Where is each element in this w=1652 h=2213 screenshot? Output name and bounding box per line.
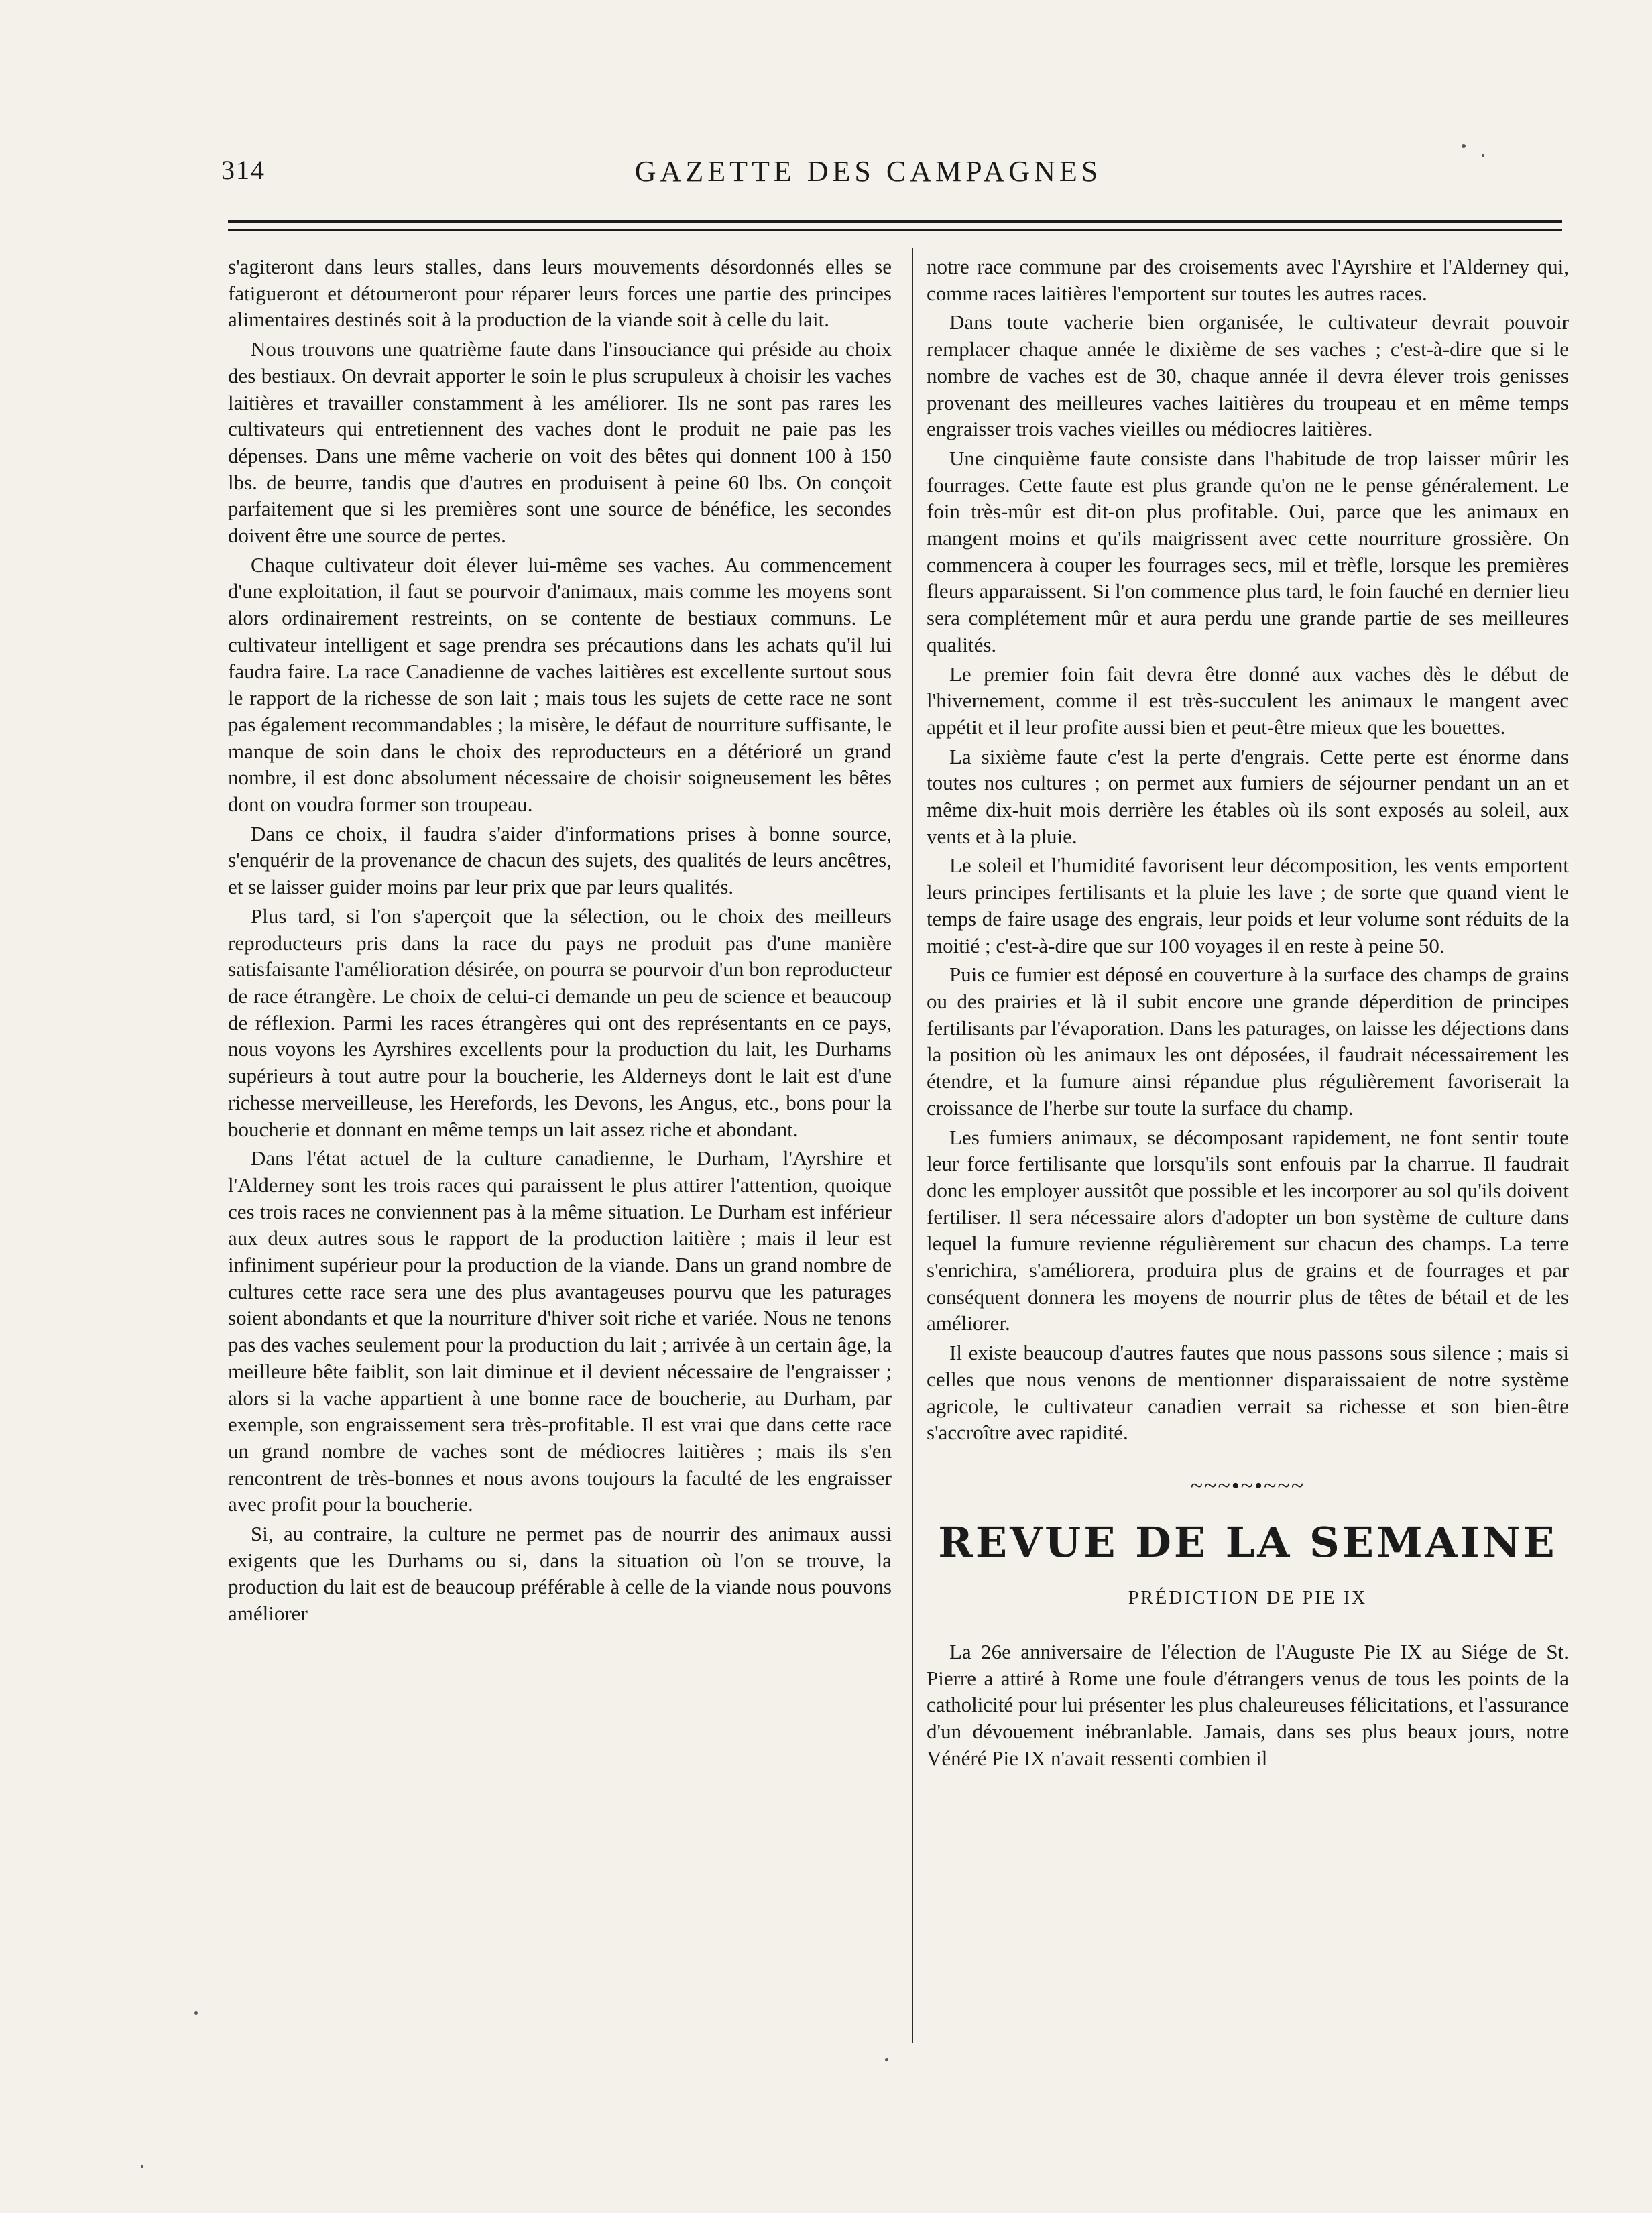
paragraph: Puis ce fumier est déposé en couverture à la surface des champs de grains ou des prairies et là il subit encore une grande déperdition de principes fertilisants par l'évaporation. Dans les paturages, on laisse les déjections dans la position où les animaux les ont déposées, il faudrait nécessairement les étendre, et la fumure ainsi répandue plus régulièrement favoriserait la croissance de l'herbe sur toute la surface du champ. [927,963,1569,1120]
paragraph: Chaque cultivateur doit élever lui-même ses vaches. Au commencement d'une exploitation, il faut se pourvoir d'animaux, mais comme les moyens sont alors ordinairement restreints, on se contente de bestiaux communs. Le cultivateur intelligent et sage prendra ses précautions dans les achats qu'il lui faudra faire. La race Canadienne de vaches laitières est excellente surtout sous le rapport de la richesse de son lait ; mais tous les sujets de cette race ne sont pas également recommandables ; la misère, le défaut de nourriture suffisante, le manque de soin dans le choix des reproducteurs en a détérioré un grand nombre, il est donc absolument nécessaire de choisir soigneusement les bêtes dont on voudra former son troupeau. [228,552,892,817]
section-subtitle: PRÉDICTION DE PIE IX [1128,1588,1368,1609]
scan-speck [194,2011,198,2015]
right-column [927,253,1569,1775]
paragraph: Dans ce choix, il faudra s'aider d'informations prises à bonne source, s'enquérir de la provenance de chacun des sujets, des qualités de leurs ancêtres, et se laisser guider moins par leur prix que par leurs qualités. [228,821,892,899]
paragraph: Dans l'état actuel de la culture canadienne, le Durham, l'Ayrshire et l'Alderney sont les trois races qui paraissent le plus attirer l'attention, quoique ces trois races ne conviennent pas à la même situation. Le Durham est inférieur aux deux autres sous le rapport de la production laitière ; mais il leur est infiniment supérieur pour la production de la viande. Dans un grand nombre de cultures cette race sera une des plus avantageuses pourvu que les paturages soient abondants et que la nourriture d'hiver soit riche et variée. Nous ne tenons pas des vaches seulement pour la production du lait ; arrivée à un certain âge, la meilleure bête faiblit, son lait diminue et il devient nécessaire de l'engraisser ; alors si la vache appartient à une bonne race de boucherie, au Durham, par exemple, son engraissement sera très-profitable. Il est vrai que dans cette race un grand nombre de vaches sont de médiocres laitières ; mais ils s'en rencontrent de très-bonnes et nous avons toujours la faculté de les engraisser avec profit pour la boucherie. [228,1146,892,1516]
paragraph: Dans toute vacherie bien organisée, le cultivateur devrait pouvoir remplacer chaque année le dixième de ses vaches ; c'est-à-dire que si le nombre de vaches est de 30, chaque année il devra élever trois genisses provenant des meilleures vaches laitières du troupeau et en même temps engraisser trois vaches vieilles ou médiocres laitières. [927,310,1569,441]
header-rule-thick [228,220,1562,223]
paragraph: Si, au contraire, la culture ne permet pas de nourrir des animaux aussi exigents que les Durhams ou si, dans la situation où l'on se trouve, la production du lait est de beaucoup préférable à celle de la viande nous pouvons améliorer [228,1522,892,1626]
scan-speck [1482,154,1484,157]
paragraph: Le soleil et l'humidité favorisent leur décomposition, les vents emportent leurs principes fertilisants et la pluie les lave ; de sorte que quand vient le temps de faire usage des engrais, leur poids et leur volume sont réduits de la moitié ; c'est-à-dire que sur 100 voyages il en reste à peine 50. [927,853,1569,957]
paragraph: Les fumiers animaux, se décomposant rapidement, ne font sentir toute leur force fertilisante que lorsqu'ils sont enfouis par la charrue. Il faudrait donc les employer aussitôt que possible et les incorporer au sol qu'ils doivent fertiliser. Il sera nécessaire alors d'adopter un bon système de culture dans lequel la fumure revienne régulièrement sur chacun des champs. La terre s'enrichira, s'améliorera, produira plus de grains et de fourrages et par conséquent donnera les moyens de nourrir plus de têtes de bétail et de les améliorer. [927,1125,1569,1335]
paragraph: La 26e anniversaire de l'élection de l'Auguste Pie IX au Siége de St. Pierre a attiré à Rome une foule d'étrangers venus de tous les points de la catholicité pour lui présenter les plus chaleureuses félicitations, et l'assurance d'un dévouement inébranlable. Jamais, dans ses plus beaux jours, notre Vénéré Pie IX n'avait ressenti combien il [927,1640,1569,1770]
paragraph: La sixième faute c'est la perte d'engrais. Cette perte est énorme dans toutes nos cultures ; on permet aux fumiers de séjourner pendant un an et même dix-huit mois derrière les étables où ils sont exposés au soleil, aux vents et à la pluie. [927,744,1569,848]
scan-speck [141,2165,143,2168]
page-header [221,154,1515,201]
paragraph: Le premier foin fait devra être donné aux vaches dès le début de l'hivernement, comme il est très-succulent les animaux le mangent avec appétit et il leur profite aussi bien et peut-être mieux que les bouettes. [927,662,1569,739]
paragraph: Nous trouvons une quatrième faute dans l'insouciance qui préside au choix des bestiaux. On devrait apporter le soin le plus scrupuleux à choisir les vaches laitières et travailler constamment à les améliorer. Ils ne sont pas rares les cultivateurs qui entretiennent des vaches dont le produit ne paie pas les dépenses. Dans une même vacherie on voit des bêtes qui donnent 100 à 150 lbs. de beurre, tandis que d'autres en produisent à peine 60 lbs. On conçoit parfaitement que si les premières sont une source de bénéfice, les secondes doivent être une source de pertes. [228,337,892,548]
scan-speck [1462,144,1466,148]
paragraph: Plus tard, si l'on s'aperçoit que la sélection, ou le choix des meilleurs reproducteurs pris dans la race du pays ne produit pas d'une manière satisfaisante l'amélioration désirée, on pourra se pourvoir d'un bon reproducteur de race étrangère. Le choix de celui-ci demande un peu de science et beaucoup de réflexion. Parmi les races étrangères qui ont des représentants en ce pays, nous voyons les Ayrshires excellents pour la production du lait, les Durhams supérieurs à tout autre pour la boucherie, les Alderneys dont le lait est d'une richesse merveilleuse, les Herefords, les Devons, les Angus, etc., bons pour la boucherie et donnant en même temps un lait assez riche et abondant. [228,904,892,1141]
paragraph: notre race commune par des croisements avec l'Ayrshire et l'Alderney qui, comme races laitières l'emportent sur toutes les autres races. [927,255,1569,305]
left-column [228,253,892,1630]
page-number: 314 [221,155,266,185]
running-title: GAZETTE DES CAMPAGNES [634,155,1102,188]
column-divider [912,248,913,2043]
header-rule-thin [228,229,1562,231]
paragraph: s'agiteront dans leurs stalles, dans leurs mouvements désordonnés elles se fatigueront et détourneront pour réparer leurs forces une partie des principes alimentaires destinés soit à la production de la viande soit à celle du lait. [228,255,892,332]
paragraph: Une cinquième faute consiste dans l'habitude de trop laisser mûrir les fourrages. Cette faute est plus grande qu'on ne le pense généralement. Le foin très-mûr est dit-on plus profitable. Oui, parce que les animaux en mangent moins et qu'ils maigrissent avec cette nourriture grossière. On commencera à couper les fourrages secs, mil et trèfle, lorsque les premières fleurs apparaissent. Si l'on commence plus tard, le foin fauché en dernier lieu sera complétement mûr et aura perdu une grande partie de ses meilleures qualités. [927,446,1569,656]
section-title: REVUE DE LA SEMAINE [938,1517,1557,1567]
paragraph: Il existe beaucoup d'autres fautes que nous passons sous silence ; mais si celles que nous venons de mentionner disparaissaient de notre système agricole, le cultivateur canadien verrait sa richesse et son bien-être s'accroître avec rapidité. [927,1341,1569,1445]
section-ornament: ~~~•~•~~~ [1190,1473,1305,1498]
scan-speck [885,2058,888,2061]
